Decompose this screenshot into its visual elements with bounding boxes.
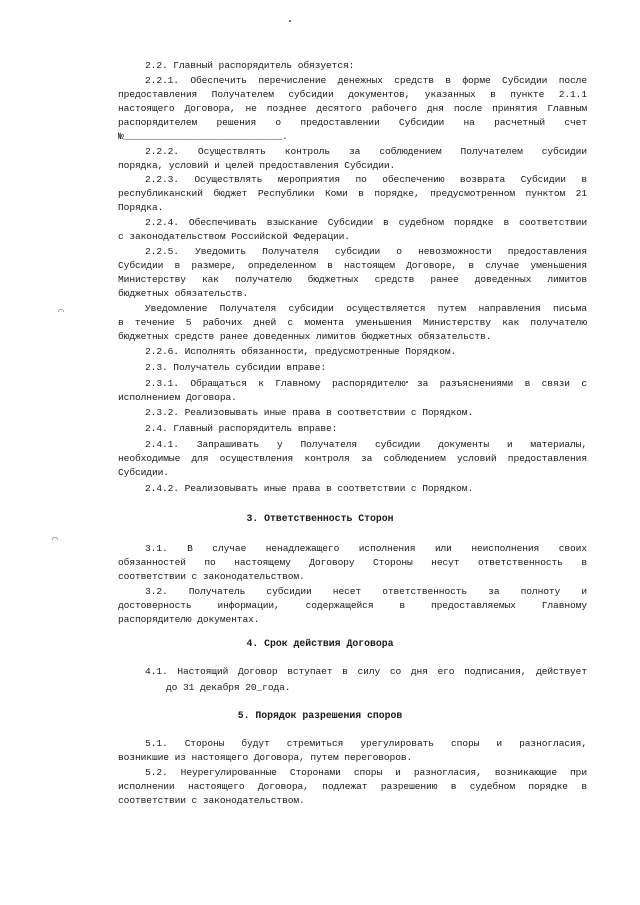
clause-3-1-line: соответствии с законодательством. <box>118 571 305 582</box>
section-3-heading: 3. Ответственность Сторон <box>246 513 394 524</box>
clause-2-4-1-line: необходимые для осуществления контроля за соблюдением условий предоставления <box>118 453 587 464</box>
clause-3-1-line: обязанностей по настоящему Договору Стороны несут ответственность в <box>118 557 587 568</box>
clause-5-1-line: 5.1. Стороны будут стремиться урегулировать споры и разногласия, <box>145 738 587 749</box>
section-5-heading: 5. Порядок разрешения споров <box>237 710 403 721</box>
notice-paragraph-line: Уведомление Получателя субсидии осуществляется путем направления письма <box>145 303 587 314</box>
clause-2-2-4-line: 2.2.4. Обеспечивать взыскание Субсидии в судебном порядке в соответствии <box>145 217 587 228</box>
clause-2-2-5-line: 2.2.5. Уведомить Получателя субсидии о невозможности предоставления <box>145 246 587 257</box>
section-4-heading: 4. Срок действия Договора <box>246 638 394 649</box>
margin-mark: ⌒ <box>52 535 59 546</box>
clause-2-4-title: 2.4. Главный распорядитель вправе: <box>145 423 338 434</box>
notice-paragraph-line: бюджетных средств ранее доведенных лимитов бюджетных обязательств. <box>118 331 492 342</box>
clause-2-2-3-line: республиканский бюджет Республики Коми в порядке, предусмотренном пунктом 21 <box>118 188 587 199</box>
clause-2-3-1-line: исполнением Договора. <box>118 392 237 403</box>
clause-2-2-title: 2.2. Главный распорядитель обязуется: <box>145 60 355 71</box>
clause-3-1-line: 3.1. В случае ненадлежащего исполнения или неисполнения своих <box>145 543 587 554</box>
clause-5-2-line: соответствии с законодательством. <box>118 795 305 806</box>
clause-2-2-1-line: настоящего Договора, не позднее десятого рабочего дня после принятия Главным <box>118 103 587 114</box>
notice-paragraph-line: в течение 5 рабочих дней с момента уменьшения Министерству как получателю <box>118 317 587 328</box>
clause-2-2-3-line: 2.2.3. Осуществлять мероприятия по обеспечению возврата Субсидии в <box>145 174 587 185</box>
clause-2-2-6: 2.2.6. Исполнять обязанности, предусмотренные Порядком. <box>145 346 457 357</box>
clause-2-2-4-line: с законодательством Российской Федерации. <box>118 231 350 242</box>
clause-5-1-line: возникшие из настоящего Договора, путем переговоров. <box>118 752 413 763</box>
clause-2-2-5-line: Субсидии в размере, определенном в настоящем Договоре, в случае уменьшения <box>118 260 587 271</box>
clause-5-2-line: 5.2. Неурегулированные Сторонами споры и разногласия, возникающие при <box>145 767 587 778</box>
clause-2-2-1-line: распорядителем решения о предоставлении Субсидии на расчетный счет <box>118 117 587 128</box>
clause-3-2-line: достоверность информации, содержащейся в предоставляемых Главному <box>118 600 587 611</box>
clause-2-2-2-line: порядка, условий и целей предоставления Субсидии. <box>118 160 396 171</box>
clause-2-4-2: 2.4.2. Реализовывать иные права в соответствии с Порядком. <box>145 483 474 494</box>
clause-2-2-1-line: предоставления Получателем субсидии документов, указанных в пункте 2.1.1 <box>118 89 587 100</box>
scan-speck <box>289 20 291 22</box>
clause-2-2-3-line: Порядка. <box>118 202 164 213</box>
clause-2-3-1-line: 2.3.1. Обращаться к Главному распорядителю за разъяснениями в связи с <box>145 378 587 389</box>
clause-2-3-title: 2.3. Получатель субсидии вправе: <box>145 362 327 373</box>
clause-4-1-line: до 31 декабря 20_года. <box>166 682 291 693</box>
margin-mark: ⌒ <box>58 307 65 318</box>
clause-2-4-1-line: 2.4.1. Запрашивать у Получателя субсидии документы и материалы, <box>145 439 587 450</box>
clause-2-2-5-line: бюджетных обязательств. <box>118 288 249 299</box>
clause-3-2-line: 3.2. Получатель субсидии несет ответственность за полноту и <box>145 586 587 597</box>
clause-2-3-2: 2.3.2. Реализовывать иные права в соответствии с Порядком. <box>145 407 474 418</box>
clause-3-2-line: распорядителю документах. <box>118 614 260 625</box>
account-number-blank: №____________________________. <box>118 131 288 142</box>
clause-2-4-1-line: Субсидии. <box>118 467 169 478</box>
clause-2-2-5-line: Министерству как получателю бюджетных средств ранее доведенных лимитов <box>118 274 587 285</box>
clause-5-2-line: исполнении настоящего Договора, подлежат разрешению в судебном порядке в <box>118 781 587 792</box>
clause-2-2-2-line: 2.2.2. Осуществлять контроль за соблюдением Получателем субсидии <box>145 146 587 157</box>
clause-2-2-1-line: 2.2.1. Обеспечить перечисление денежных средств в форме Субсидии после <box>145 75 587 86</box>
clause-4-1-line: 4.1. Настоящий Договор вступает в силу со дня его подписания, действует <box>145 666 587 677</box>
